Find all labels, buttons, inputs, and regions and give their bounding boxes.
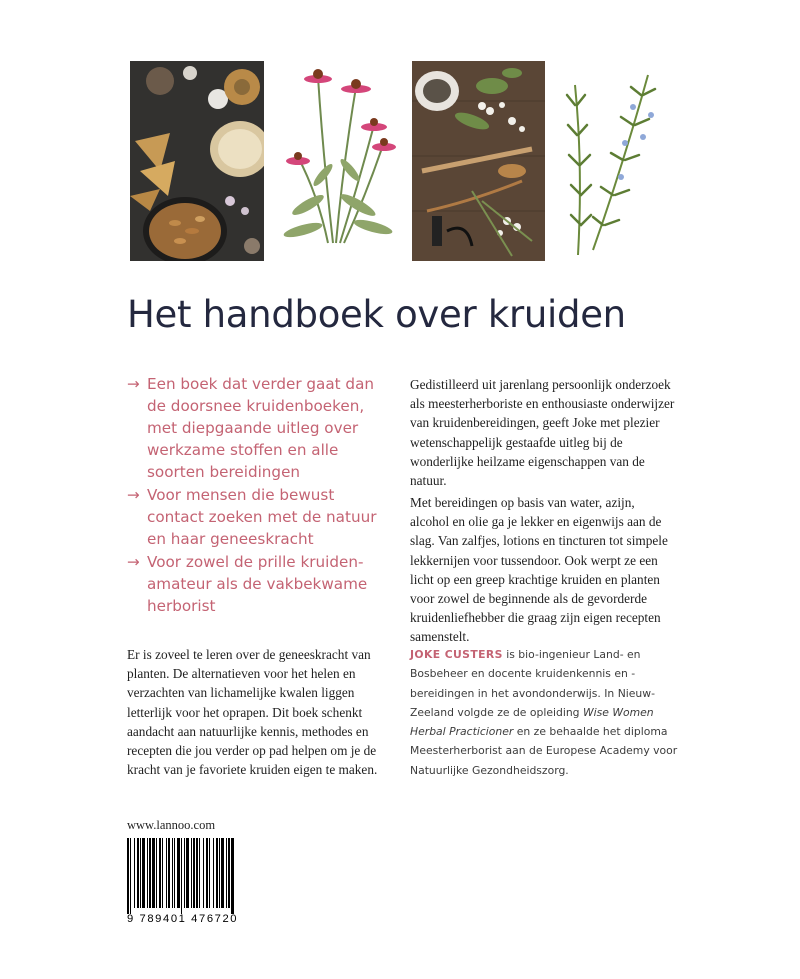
barcode-bar (219, 838, 220, 908)
barcode-bar (174, 838, 175, 908)
description-paragraph: Er is zoveel te leren over de geneeskracht van planten. De alternatieven voor het helen en verzachten van lichamelijke kwalen liggen letterlijk voor het oprapen. Dit boek schenkt aandacht aan natuurlijke kennis, methodes en recepten die jou verder op pad helpen om je de kracht van je favoriete kruiden eigen te maken. (127, 647, 378, 778)
author-name: JOKE CUSTERS (410, 648, 503, 661)
barcode-bar (147, 838, 148, 908)
author-bio (410, 645, 680, 780)
bullet-item (127, 551, 385, 617)
barcode-bar (142, 838, 145, 908)
barcode (125, 838, 237, 919)
arrow-icon: → (127, 486, 140, 504)
barcode-bar (228, 838, 230, 908)
barcode-bar (196, 838, 198, 908)
barcode-bar (221, 838, 224, 908)
barcode-bar (149, 838, 151, 908)
barcode-bar (159, 838, 161, 908)
bullet-text: Voor mensen die bewust contact zoeken met de natuur en haar geneeskracht (147, 486, 377, 548)
herbs-photo (412, 61, 545, 261)
barcode-bar (186, 838, 189, 908)
barcode-bar (162, 838, 163, 908)
barcode-bar (130, 838, 131, 914)
barcode-bar (209, 838, 210, 908)
barcode-bar (166, 838, 167, 908)
barcode-bar (213, 838, 214, 908)
intro-paragraph: Gedistilleerd uit jarenlang persoonlijk onderzoek als meesterherboriste en enthousiaste onderwijzer van kruidenbereidingen, geeft Joke met plezier wetenschappelijk gestaafde uitleg bij de wonderlijke heilzame eigenschappen van de natuur. (410, 377, 675, 489)
page-title: Het handboek over kruiden (127, 293, 626, 336)
preparations-paragraph: Met bereidingen op basis van water, azijn, alcohol en olie ga je lekker en eigenwijs aan de slag. Van zalfjes, lotions en tincturen tot simpele lekkernijen voor tussendoor. Ook werpt ze een licht op een greep krachtige kruiden en planten voor zowel de beginnende als de gevorderde kruidenliefhebber die graag zijn eigen recepten samenstelt. (410, 495, 668, 645)
barcode-bar (231, 838, 234, 914)
author-bio-text: en ze behaalde het diploma Meesterherborist aan de Europese Academy voor Natuurlijke Gezondheidszorg. (410, 725, 678, 777)
barcode-bar (134, 838, 135, 908)
barcode-bar (140, 838, 141, 908)
barcode-bar (156, 838, 157, 908)
barcode-bar (191, 838, 192, 908)
barcode-bar (177, 838, 180, 908)
barcode-bar (206, 838, 208, 908)
barcode-bar (226, 838, 227, 908)
echinacea-illustration (278, 65, 400, 247)
barcode-bar (181, 838, 182, 914)
publisher-website[interactable]: www.lannoo.com (127, 818, 216, 832)
isbn-number: 9 789401 476720 (127, 913, 239, 925)
barcode-bar (172, 838, 173, 908)
rosemary-illustration (563, 65, 669, 260)
author-bio-text: is bio-ingenieur Land- en Bosbeheer en docente kruidenkennis en -bereidingen in het avondonderwijs. In Nieuw-Zeeland volgde ze de opleiding (410, 648, 655, 719)
barcode-bar (152, 838, 155, 908)
barcode-bar (216, 838, 218, 908)
arrow-icon: → (127, 553, 140, 571)
bullet-list (127, 373, 385, 618)
bullet-item (127, 373, 385, 483)
barcode-bar (127, 838, 129, 914)
barcode-bar (137, 838, 139, 908)
barcode-bar (184, 838, 185, 908)
bullet-text: Een boek dat verder gaat dan de doorsnee kruidenboeken, met diepgaande uitleg over werkzame stoffen en alle soorten bereidingen (147, 375, 374, 481)
food-photo (130, 61, 264, 261)
author-course: Wise Women Herbal Practicioner (410, 705, 654, 739)
barcode-bar (193, 838, 195, 908)
bullet-text: Voor zowel de prille kruiden-amateur als de vakbekwame herborist (147, 553, 368, 615)
bullet-item (127, 484, 385, 550)
barcode-bar (203, 838, 204, 908)
barcode-bar (168, 838, 170, 908)
arrow-icon: → (127, 375, 140, 393)
barcode-bar (199, 838, 200, 908)
